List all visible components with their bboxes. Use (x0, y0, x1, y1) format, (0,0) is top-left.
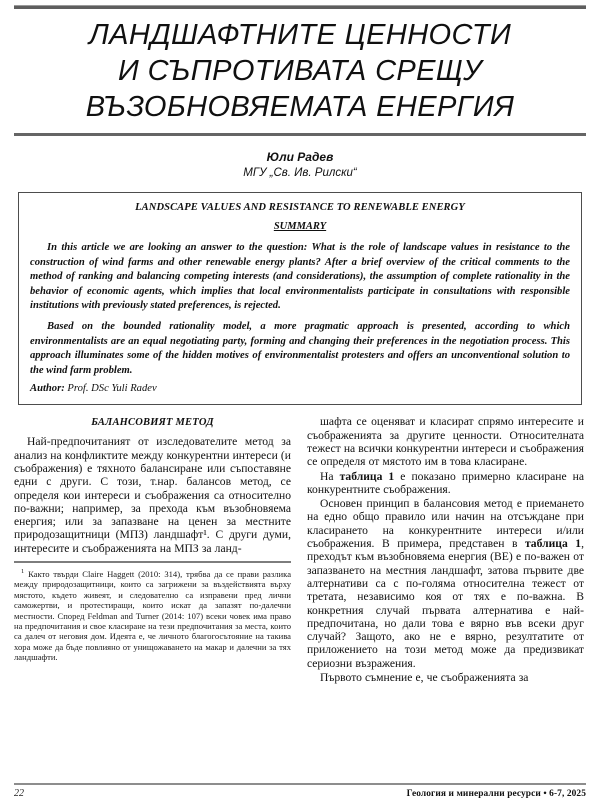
footnote-text (14, 567, 291, 663)
footer-rule (14, 783, 586, 785)
abstract-author-name: Prof. DSc Yuli Radev (67, 383, 157, 395)
page-footer (14, 783, 586, 799)
abstract-paragraph-2: Based on the bounded rationality model, a more pragmatic approach is presented, according to which environmentalists are an equal negotiating party, forming and changing their preferences in the negotiation process. This approach illuminates some of the hidden motives of environmentalist protesters and offers an unconventional solution to the wind farm problem. (30, 320, 570, 376)
article-title (14, 9, 586, 127)
abstract-summary-label: SUMMARY (273, 221, 327, 232)
right-paragraph-4: Първото съмнение е, че съображенията за (320, 670, 529, 684)
title-line-1: ЛАНДШАФТНИТЕ ЦЕННОСТИ (88, 19, 512, 51)
left-paragraph-1: Най-предпочитаният от изследователите метод за анализ на конфликтите между конкурентни интереси (и съображения) е тяхното балансиране или съпоставяне едни с други. С този, т.нар. балансов метод, се определя кои интереси и съображения са относително по-важни; например, за прехода към възобновяема енергия; или за запазване на ценен за местните природозащитници (МПЗ) ландшафт¹. С други думи, интересите и съображенията на МПЗ за ланд- (14, 435, 291, 555)
right-paragraph-3: Основен принцип в балансовия метод е приемането на едно общо правило или начин на отсъждане при класирането на конкурентните интереси и/или съображения. В примера, представен в таблица 1, преходът към възобновяема енергия (ВЕ) е по-важен от запазването на местния ландшафт, затова първите две алтернативи са с по-голяма относителна тежест от третата, независимо коя от тях е по-важна. В конкретния случай първата алтернатива е най-предпочитана, но дали това е вярно във всеки друг случай? Защото, ако не е вярно, резултатите от приложението на този метод може да предизвикат сериозни възражения. (307, 497, 584, 670)
footnote-block (14, 561, 291, 663)
footnote-separator-rule (14, 561, 291, 563)
abstract-author-label: Author: (30, 383, 65, 395)
abstract-box (18, 192, 582, 405)
footnote-marker: 1 (21, 568, 25, 576)
byline (14, 149, 586, 181)
right-paragraph-1: шафта се оценяват и класират спрямо интересите и съображенията за другите ценности. Относителната тежест на всички конкурентни интереси и съображения се определя от мястото им в това класиране. (307, 415, 584, 469)
left-column (14, 415, 291, 662)
author-affiliation: МГУ „Св. Ив. Рилски“ (243, 167, 357, 179)
title-line-2: И СЪПРОТИВАТА СРЕЩУ (117, 55, 483, 87)
author-name: Юли Радев (266, 150, 334, 164)
footer-row (14, 788, 586, 799)
abstract-title: LANDSCAPE VALUES AND RESISTANCE TO RENEWABLE ENERGY (135, 202, 465, 213)
title-line-3: ВЪЗОБНОВЯЕМАТА ЕНЕРГИЯ (85, 91, 515, 123)
right-column (307, 415, 584, 685)
title-underline-rule (14, 133, 586, 136)
page-number: 22 (14, 788, 24, 799)
abstract-author-line (30, 381, 570, 396)
abstract-paragraph-1: In this article we are looking an answer to the question: What is the role of landscape values in resistance to the construction of wind farms and other renewable energy plants? After a brief overview of the critical comments to the method of ranking and balancing competing interests (and considerations), the assumption of complete rationality in the behavior of economic agents, which implies that local environmentalists participate in consultations with responsible institutions with previously stated preferences, is rejected. (30, 242, 570, 312)
journal-citation: Геология и минерални ресурси • 6-7, 2025 (406, 789, 586, 799)
footnote-body: Както твърди Claire Haggett (2010: 314), трябва да се прави разлика между природозащитници, които са загрижени за въздействията върху мястото, където живеят, и следователно са изправени пред лични саможертви, и протестиращи, които искат да запазят по-далечни местности. Според Feldman and Turner (2014: 107) всеки човек има право на предпочитания и свое класиране на тези предпочитания за места, които са далеч от неговия дом. Идеята е, че личното благогосътояние на такива хора може да бъде повлияно от унищожаването на макар и далечни за тях ландшафти. (14, 568, 292, 663)
document-page (0, 5, 600, 805)
body-columns (14, 415, 586, 685)
right-paragraph-2: На таблица 1 е показано примерно класиране на конкурентните съображения. (307, 469, 585, 496)
left-section-heading: БАЛАНСОВИЯТ МЕТОД (91, 417, 214, 429)
